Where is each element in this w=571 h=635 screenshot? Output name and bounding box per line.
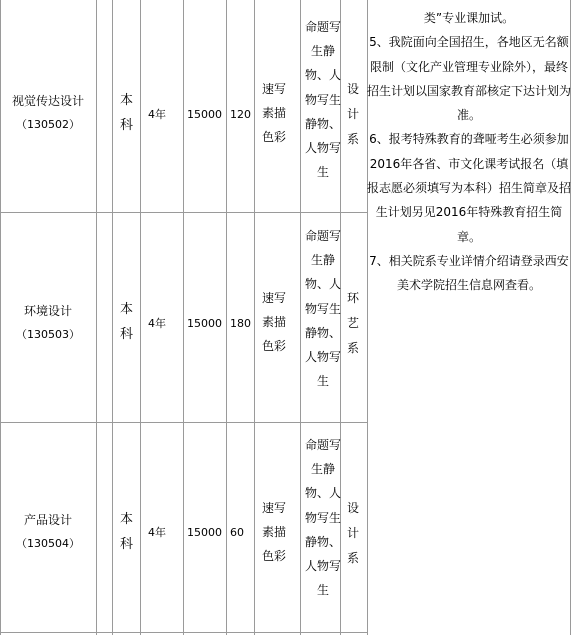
- major-name: 视觉传达设计: [11, 94, 84, 108]
- note-item: 5、我院面向全国招生，各地区无名额限制（文化产业管理专业除外），最终招生计划以国家教育部核定下达计划为准。: [367, 35, 571, 123]
- exam-content: 命题写生静物、人物写生静物、人物写生: [305, 229, 342, 389]
- major-name: 产品设计: [23, 513, 72, 527]
- table-row: [0, 508, 96, 556]
- study-years: 4年: [148, 526, 166, 539]
- grid-line: [254, 0, 255, 635]
- major-name: 环境设计: [23, 304, 72, 318]
- row-separator: [0, 212, 367, 213]
- enrollment-quota: 60: [230, 526, 244, 539]
- department: 环艺系: [347, 291, 360, 355]
- grid-line: [183, 0, 184, 635]
- exam-subjects: 速写素描色彩: [262, 291, 287, 353]
- grid-line: [140, 0, 141, 635]
- table-row: [0, 299, 96, 347]
- department: 设计系: [347, 501, 360, 565]
- enrollment-quota: 180: [230, 317, 251, 330]
- row-separator: [0, 422, 367, 423]
- tuition-fee: 15000: [187, 108, 222, 121]
- table-row: [0, 89, 96, 137]
- tuition-fee: 15000: [187, 526, 222, 539]
- note-item: 类”专业课加试。: [423, 11, 515, 25]
- grid-line: [96, 0, 97, 635]
- exam-content: 命题写生静物、人物写生静物、人物写生: [305, 20, 342, 180]
- major-code: （130504）: [16, 537, 80, 550]
- enrollment-quota: 120: [230, 108, 251, 121]
- degree-level: 本科: [120, 93, 134, 133]
- study-years: 4年: [148, 317, 166, 330]
- notes-column: [367, 6, 571, 298]
- tuition-fee: 15000: [187, 317, 222, 330]
- exam-subjects: 速写素描色彩: [262, 501, 287, 563]
- grid-line: [300, 0, 301, 635]
- grid-line: [226, 0, 227, 635]
- degree-level: 本科: [120, 512, 134, 552]
- major-code: （130503）: [16, 328, 80, 341]
- department: 设计系: [347, 82, 360, 146]
- exam-subjects: 速写素描色彩: [262, 82, 287, 144]
- study-years: 4年: [148, 108, 166, 121]
- note-item: 6、报考特殊教育的聋哑考生必须参加2016年各省、市文化课考试报名（填报志愿必须填写为本科）招生简章及招生计划另见2016年特殊教育招生简章。: [367, 132, 571, 244]
- exam-content: 命题写生静物、人物写生静物、人物写生: [305, 438, 342, 598]
- row-separator: [0, 632, 367, 633]
- major-code: （130502）: [16, 118, 80, 131]
- degree-level: 本科: [120, 302, 134, 342]
- grid-line: [112, 0, 113, 635]
- note-item: 7、相关院系专业详情介绍请登录西安美术学院招生信息网查看。: [369, 253, 569, 293]
